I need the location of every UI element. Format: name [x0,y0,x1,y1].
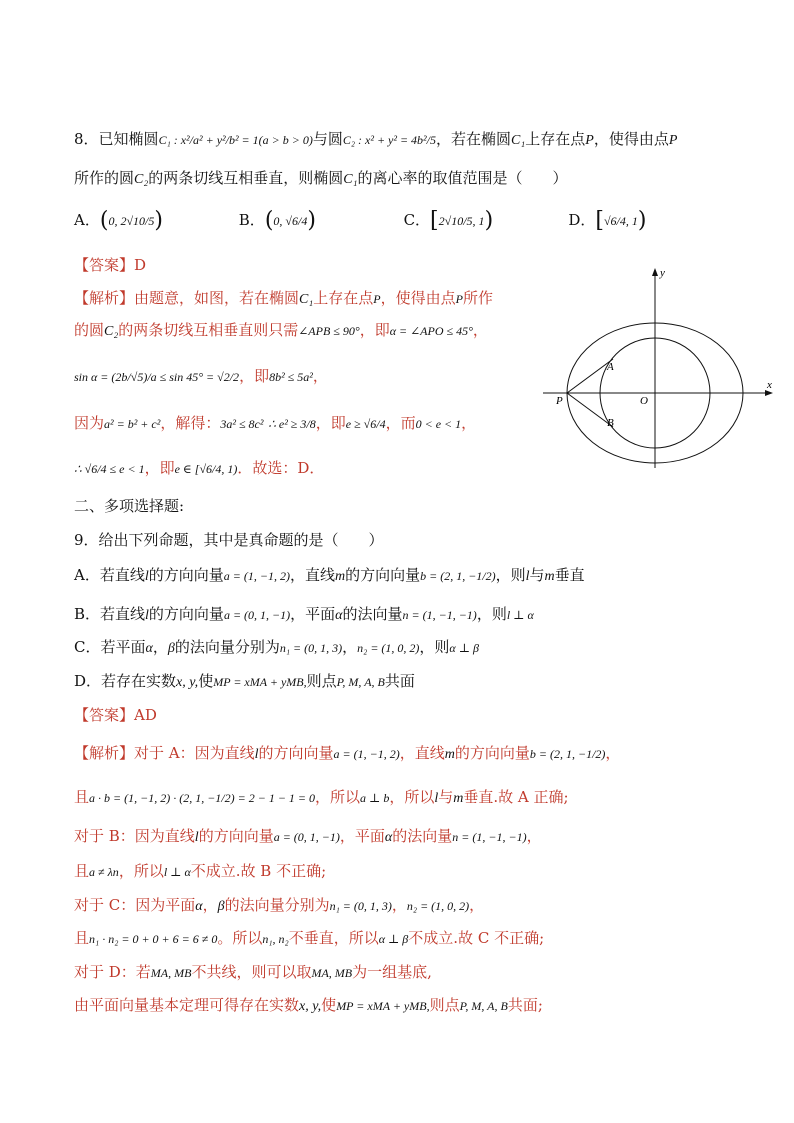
math: b = (2, 1, −1/2) [420,569,496,583]
text: 使 [198,672,214,690]
q9-stem [74,528,384,552]
text: 对于 C：因为平面 [74,896,196,914]
option-b [239,208,399,233]
math: l ⊥ α [163,865,191,879]
math: C₁ [299,292,314,307]
bracket: ) [637,208,647,233]
q9-analysis-2 [74,785,569,811]
text: 则点 [429,996,460,1014]
text: ，则 [495,566,526,584]
math: x, y, [299,999,322,1014]
math: a = (1, −1, 2) [223,569,290,583]
text: 的法向量 [392,827,453,845]
math: m [544,569,555,584]
math: l [434,791,439,806]
text: 上存在点 [525,130,586,148]
math: P [668,133,678,148]
math: P, M, A, B [459,999,508,1013]
math: ∠APB ≤ 90° [298,324,360,338]
text: 的方向向量 [148,605,224,623]
text: B．若直线 [74,605,146,623]
bracket: ( [264,208,274,233]
text: 不共线，则可以取 [191,963,312,981]
math: a = (0, 1, −1) [273,830,340,844]
text: ， [312,367,328,385]
text: ， [342,638,358,656]
q8-line-1 [74,127,677,153]
math: m [334,569,346,584]
ellipse-equation: C₁ : x²/a² + y²/b² = 1(a > b > 0) [158,133,313,147]
math: l [254,747,259,762]
option-label: B． [238,211,265,229]
text: ， [461,414,477,432]
math: 8b² ≤ 5a² [269,370,313,384]
text: 的法向量分别为 [174,638,280,656]
option-label: C． [403,211,431,229]
math: P [373,292,381,306]
q9-option-b [74,602,534,628]
text: 且 [74,788,90,806]
text: ，即 [144,459,175,477]
text: ，使得由点 [380,289,456,307]
text: 上存在点 [313,289,374,307]
q8-analysis-5 [74,456,324,481]
math: α = ∠APO ≤ 45° [389,324,473,338]
text: ， [391,896,407,914]
math: a² = b² + c² [104,417,161,431]
text: 已知椭圆 [98,130,159,148]
math: a = (0, 1, −1) [223,608,291,622]
text: ，而 [385,414,416,432]
text: 对于 A：因为直线 [134,744,255,762]
math: l [145,608,149,623]
text: 垂直.故 A 正确; [463,788,569,806]
q9-option-c [74,635,479,661]
text: 。所以 [217,929,263,947]
option-c [404,208,564,233]
text: 对于 D：若 [74,963,151,981]
text: D． [297,459,325,477]
text: A．若直线 [74,566,145,584]
q8-analysis-3 [74,364,328,389]
text: 的方向向量 [198,827,274,845]
option-value: 2√10/5, 1 [438,214,485,228]
label-a: A [607,361,614,373]
text: ， [202,896,218,914]
text: ， [605,744,621,762]
text: 为一组基底, [352,963,432,981]
bracket: [ [430,208,439,233]
text: ，即 [315,414,346,432]
math: n₁ = (0, 1, 3) [279,641,343,655]
label-b: B [607,417,614,429]
math: n₁ · n₂ = 0 + 0 + 6 = 6 ≠ 0 [89,932,218,946]
bracket: ) [154,208,163,233]
math: C₁ [511,133,526,148]
text: ，若在椭圆 [436,130,512,148]
math: MP = xMA + yMB, [213,675,307,689]
circle-equation: C₂ : x² + y² = 4b²/5 [342,133,436,147]
ellipse-figure [535,262,780,474]
math: α [335,608,343,623]
q8-answer [74,253,146,277]
q9-analysis-5 [74,893,484,919]
text: ，则 [476,605,507,623]
text: 不成立.故 B 不正确; [190,862,327,880]
q8-analysis-1 [74,286,493,312]
math: 0 < e < 1 [415,417,462,431]
math: 3a² ≤ 8c² [220,417,264,431]
text: 与 [529,566,545,584]
text: 因为 [74,414,105,432]
answer-tag: 【答案】 [74,256,135,274]
math: P, M, A, B [336,675,385,689]
text: 与 [438,788,454,806]
bracket: ( [99,208,109,233]
question-number: 8． [74,130,99,148]
q9-analysis-1 [74,741,620,767]
math: n₁, n₂ [262,932,289,946]
text: 使 [321,996,337,1014]
bracket: [ [595,208,604,233]
math: n₂ = (1, 0, 2) [406,899,470,913]
text: 对于 B：因为直线 [74,827,195,845]
label-o: O [640,395,648,407]
math: e ∈ [√6/4, 1) [174,462,238,476]
q8-analysis-2 [74,318,488,344]
answer-tag: 【答案】 [74,706,135,724]
section-heading: 二、多项选择题: [74,497,185,515]
text: 由平面向量基本定理可得存在实数 [74,996,300,1014]
q9-analysis-3 [74,824,542,850]
option-d [568,208,728,233]
math: α [145,641,153,656]
label-y: y [660,267,665,279]
text: ， [152,638,168,656]
text: ，则 [419,638,450,656]
text: 不成立.故 C 不正确; [408,929,545,947]
math: α [384,830,393,845]
text: 共面 [384,672,415,690]
math: a = (1, −1, 2) [333,747,400,761]
text: ， [526,827,542,845]
text: 的方向向量 [148,566,224,584]
math: a ⊥ b [360,791,390,805]
math: b = (2, 1, −1/2) [529,747,606,761]
text: 的方向向量 [454,744,530,762]
q8-analysis-4 [74,411,476,436]
text: 且 [74,862,90,880]
text: D．若存在实数 [74,672,177,690]
q9-option-d [74,669,415,695]
text: ，平面 [339,827,385,845]
math: a ≠ λn [89,865,119,879]
text: ，所以 [389,788,435,806]
y-axis-arrow [652,268,658,276]
text: 的方向向量 [258,744,334,762]
q9-answer [74,703,157,727]
option-label: A． [74,211,100,229]
text: ，即 [239,367,270,385]
q9-option-a [74,563,585,589]
math: α [195,899,203,914]
q9-analysis-4 [74,859,326,884]
bracket: ) [307,208,316,233]
option-a [74,208,234,233]
text: 的离心率的取值范围是（ ） [357,169,568,187]
text: ，平面 [290,605,336,623]
text: 共面; [507,996,543,1014]
text: 不垂直，所以 [288,929,379,947]
math: l [194,830,199,845]
text: ，直线 [289,566,335,584]
math: P [585,133,594,148]
text: 的两条切线互相垂直，则椭圆 [148,169,344,187]
text: 与圆 [312,130,343,148]
math: α ⊥ β [449,641,479,655]
math: MP = xMA + yMB, [336,999,430,1013]
bracket: ) [484,208,494,233]
text: 的法向量分别为 [224,896,330,914]
option-label: D． [568,211,596,229]
text: 由题意，如图，若在椭圆 [134,289,300,307]
text: ， [472,321,488,339]
math: n = (1, −1, −1) [452,830,527,844]
math: sin α = (2b/√5)/a ≤ sin 45° = √2/2 [74,370,240,384]
math: a · b = (1, −1, 2) · (2, 1, −1/2) = 2 − 1 − 1 = 0 [89,791,316,805]
text: C．若平面 [74,638,146,656]
q9-analysis-6 [74,926,544,951]
text: ， [469,896,485,914]
text: ，即 [359,321,390,339]
text: ，所以 [315,788,361,806]
math: n₁ = (0, 1, 3) [329,899,392,913]
text: 垂直 [554,566,585,584]
text: 则点 [306,672,337,690]
math: β [217,899,225,914]
math: m [453,791,464,806]
math: ∴ √6/4 ≤ e < 1 [74,462,145,476]
math: l [525,569,530,584]
answer-value: AD [134,706,157,724]
q8-line-2 [74,166,567,192]
text: 的方向向量 [345,566,421,584]
option-value: 0, 2√10/5 [108,214,155,228]
math: n₂ = (1, 0, 2) [357,641,420,655]
math: l ⊥ α [506,608,534,622]
q9-analysis-7 [74,960,432,985]
text: ，直线 [399,744,445,762]
text: ，所以 [118,862,164,880]
text: 且 [74,929,90,947]
text: 的圆 [74,321,105,339]
math: n = (1, −1, −1) [402,608,477,622]
text: 所作 [462,289,493,307]
option-value: √6/4, 1 [603,214,638,228]
math: MA, MB [311,966,353,980]
text: ，解得： [160,414,221,432]
q9-analysis-8 [74,993,543,1019]
math: MA, MB [150,966,192,980]
math: β [167,641,175,656]
math: m [444,747,455,762]
math: ∴ e² ≥ 3/8 [268,417,316,431]
label-x: x [767,379,772,391]
text: 所作的圆 [74,169,135,187]
text: ．故选： [237,459,298,477]
math: P [455,292,463,306]
answer-value: D [134,256,147,274]
text: 的法向量 [342,605,403,623]
label-p: P [556,395,563,407]
text: ，使得由点 [593,130,669,148]
question-number: 9． [74,531,99,549]
analysis-tag: 【解析】 [74,744,135,762]
text: 的两条切线互相垂直则只需 [118,321,299,339]
option-value: 0, √6/4 [273,214,308,228]
math: C₂ [134,172,149,187]
q8-options [74,208,728,233]
math: l [144,569,149,584]
math: C₁ [343,172,358,187]
text: 给出下列命题，其中是真命题的是（ ） [98,531,384,549]
math: e ≥ √6/4 [345,417,386,431]
math: α ⊥ β [378,932,409,946]
math: x, y, [176,675,199,690]
analysis-tag: 【解析】 [74,289,135,307]
math: C₂ [104,324,119,339]
